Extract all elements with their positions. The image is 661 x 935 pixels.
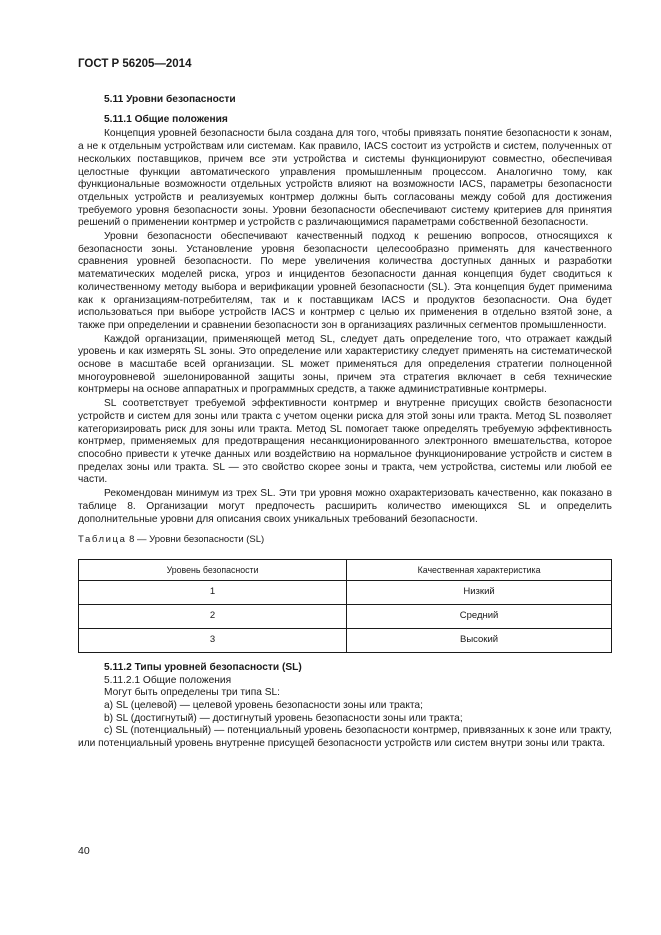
- subsection-title: 5.11.1 Общие положения: [104, 113, 228, 125]
- paragraph: Уровни безопасности обеспечивают качественный подход к решению вопросов, относящихся к безопасности зоны. Установление уровня безопасности целесообразно применять для качественного сравнения уровней безопасности. По мере увеличения количества доступных данных и разработки математических моделей риска, угроз и инцидентов безопасности данная концепция будет сводиться к количественному методу выбора и верификации уровней безопасности (SL). Эта концепция будет применима как к организациям-потребителям, так и к поставщикам IACS и продуктов безопасности. Она будет использоваться при выборе устройств IACS и контрмер с целью их применения в отдельно взятой зоне, а также при определении и сравнении безопасности зон в организациях различных сегментов промышленности.: [78, 231, 612, 331]
- document-header: ГОСТ Р 56205—2014: [78, 58, 192, 70]
- table-row: [79, 604, 612, 628]
- table-caption-label: Таблица: [78, 534, 127, 546]
- description-cell: Высокий: [347, 628, 612, 652]
- description-cell: Средний: [347, 604, 612, 628]
- table-caption: [78, 534, 612, 547]
- level-cell: 2: [79, 604, 347, 628]
- list-item: a) SL (целевой) — целевой уровень безопасности зоны или тракта;: [104, 700, 423, 712]
- subsection-title: 5.11.2.1 Общие положения: [104, 674, 232, 686]
- description-cell: Низкий: [347, 580, 612, 604]
- column-header-level: Уровень безопасности: [79, 559, 347, 580]
- paragraph: SL соответствует требуемой эффективности контрмер и внутренне присущих свойств безопасности устройств и систем для зоны или тракта с учетом оценки риска для этой зоны или тракта. Метод SL позволяет категоризировать риск для зоны или тракта. Метод SL помогает также определять требуемую эффективность контрмер, применяемых для предотвращения несанкционированного электронного вмешательства, которое способно привести к утечке данных или воздействию на нормальное функционирование устройств и систем в пределах зоны или тракта. SL — это свойство скорее зоны и тракта, чем устройства, системы или любой ее части.: [78, 398, 612, 486]
- table-caption-text: 8 — Уровни безопасности (SL): [129, 534, 265, 546]
- list-item: c) SL (потенциальный) — потенциальный уровень безопасности контрмер, привязанных к зоне или тракту, или потенциальный уровень внутренне присущей безопасности устройств или систем внутри зоны или тракта.: [78, 725, 612, 750]
- table-row: [79, 628, 612, 652]
- list-item: b) SL (достигнутый) — достигнутый уровень безопасности зоны или тракта;: [104, 712, 463, 724]
- column-header-description: Качественная характеристика: [347, 559, 612, 580]
- page-number: 40: [78, 845, 90, 857]
- page-content: [78, 90, 612, 751]
- paragraph: Каждой организации, применяющей метод SL, следует дать определение того, что отражает каждый уровень и как измерять SL зоны. Это определение или характеристику следует применять на систематической основе в масштабе всей организации. SL может применяться для определения стратегии полноценной многоуровневой эшелонированной защиты зоны, причем эта стратегия включает в себя технические контрмеры на основе аппаратных и программных средств, а также административные контрмеры.: [78, 333, 612, 396]
- section-title: 5.11 Уровни безопасности: [104, 94, 236, 105]
- level-cell: 3: [79, 628, 347, 652]
- table-header-row: [79, 559, 612, 580]
- security-levels-table: [78, 559, 612, 653]
- level-cell: 1: [79, 580, 347, 604]
- paragraph: Концепция уровней безопасности была создана для того, чтобы привязать понятие безопасности к зонам, а не к отдельным устройствам или системам. Как правило, IACS состоит из устройств и систем, полученных от нескольких поставщиков, причем все эти устройства и системы функционируют совместно, обеспечивая целостные функции автоматического управления промышленным процессом. Аналогично тому, как функциональные возможности отдельных устройств влияют на возможности IACS, параметры безопасности отдельных устройств и реализуемых контрмер должны быть согласованы между собой для достижения требуемого уровня безопасности зоны. Уровни безопасности обеспечивают систему критериев для принятия решений о применении контрмер и устройств с различающимися параметрами собственной безопасности.: [78, 128, 612, 229]
- section-title: 5.11.2 Типы уровней безопасности (SL): [104, 661, 302, 673]
- paragraph: Рекомендован минимум из трех SL. Эти три уровня можно охарактеризовать качественно, как показано в таблице 8. Организации могут предпочесть расширить количество имеющихся SL и определить дополнительные уровни для описания своих уникальных требований безопасности.: [78, 488, 612, 525]
- paragraph: Могут быть определены три типа SL:: [104, 687, 280, 699]
- table-row: [79, 580, 612, 604]
